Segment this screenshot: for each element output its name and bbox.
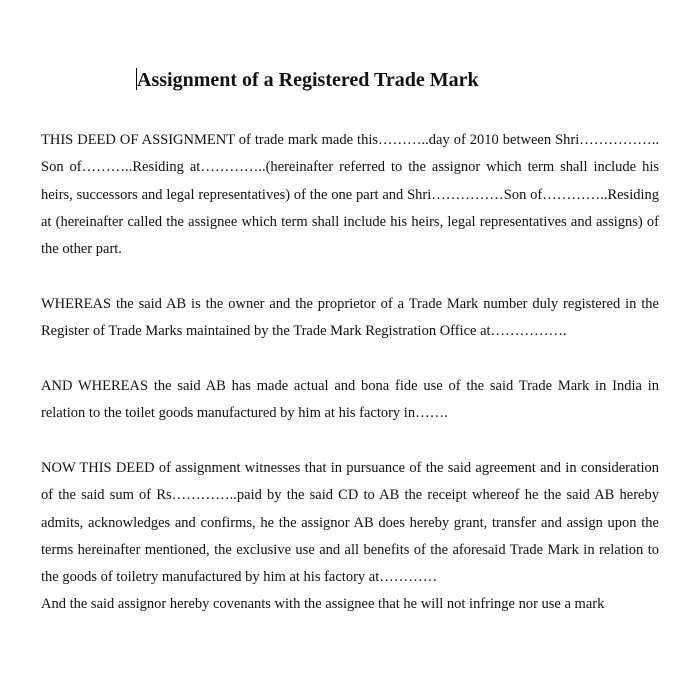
paragraph-covenant: And the said assignor hereby covenants with the assignee that he will not infringe nor use a mark bbox=[41, 596, 605, 613]
paragraph-deed-intro-block bbox=[41, 127, 659, 263]
paragraph-whereas-owner: WHEREAS the said AB is the owner and the proprietor of a Trade Mark number duly registered in the Register of Trade Marks maintained by the Trade Mark Registration Office at……………. bbox=[41, 296, 659, 340]
paragraph-whereas-block bbox=[41, 291, 659, 346]
document-title: Assignment of a Registered Trade Mark bbox=[137, 69, 479, 91]
paragraph-deed-intro: THIS DEED OF ASSIGNMENT of trade mark made this………..day of 2010 between Shri…………….. Son of………..Residing at…………..(hereinafter referred to the assignor which term shall include his heirs, successors and legal representatives) of the one part and Shri……………Son of…………..Residing at (hereinafter called the assignee which term shall include his heirs, legal representatives and assigns) of the other part. bbox=[41, 132, 659, 258]
paragraph-now-this-deed-block bbox=[41, 455, 659, 619]
paragraph-and-whereas-block bbox=[41, 373, 659, 428]
page-crop-edge bbox=[0, 652, 700, 700]
paragraph-now-this-deed: NOW THIS DEED of assignment witnesses that in pursuance of the said agreement and in consideration of the said sum of Rs…………..paid by the said CD to AB the receipt whereof he the said AB hereby admits, acknowledges and confirms, he the assignor AB does hereby grant, transfer and assign upon the terms hereinafter mentioned, the exclusive use and all benefits of the aforesaid Trade Mark in relation to the goods of toiletry manufactured by him at his factory at………… bbox=[41, 460, 659, 586]
paragraph-and-whereas-use: AND WHEREAS the said AB has made actual and bona fide use of the said Trade Mark in India in relation to the toilet goods manufactured by him at his factory in……. bbox=[41, 378, 659, 422]
